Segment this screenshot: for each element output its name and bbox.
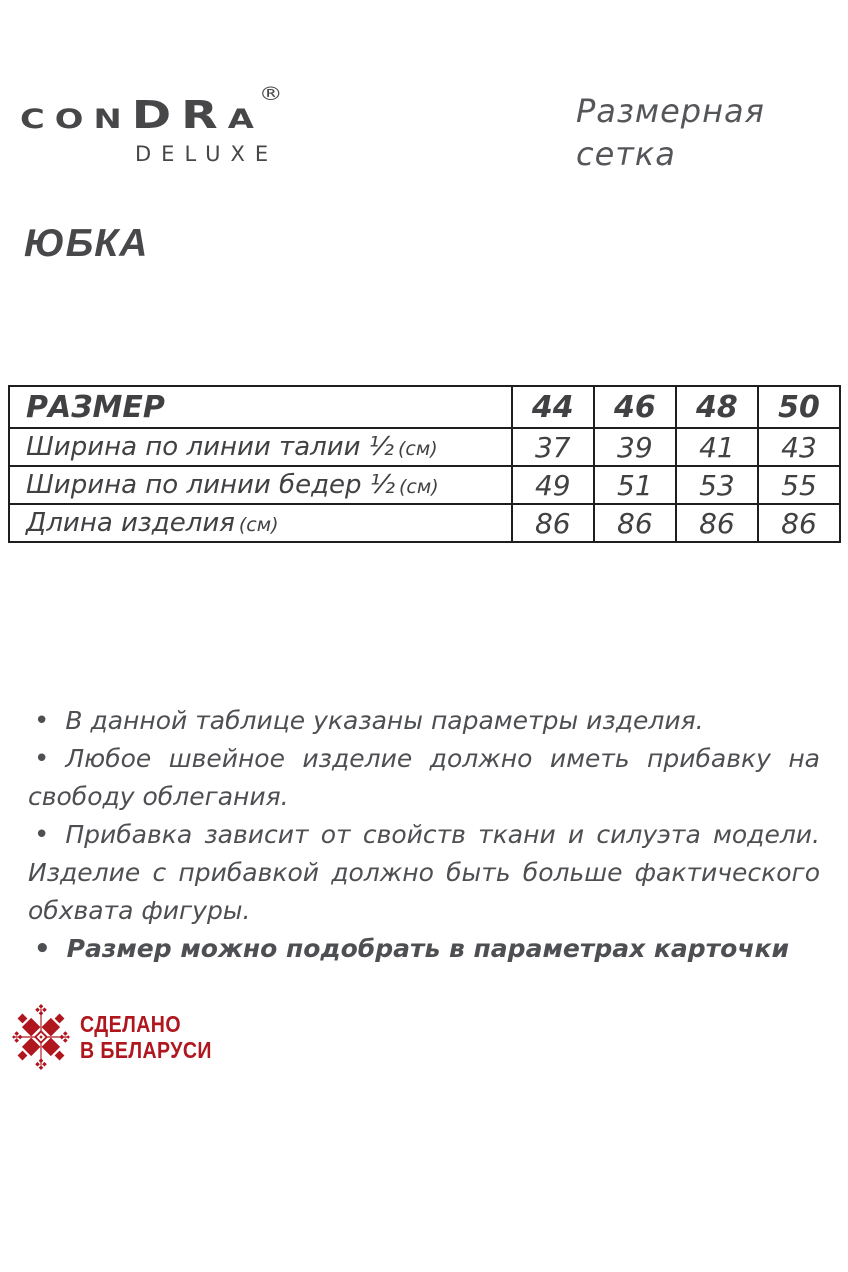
note-text: Любое швейное изделие должно иметь прибавку на свободу облегания.	[28, 744, 820, 811]
brand-name	[20, 83, 343, 137]
brand-name-text: conDRa	[20, 93, 264, 137]
brand-logo	[20, 83, 283, 166]
row-unit-label: (см)	[399, 476, 439, 498]
row-label-text: Длина изделия	[26, 508, 235, 538]
bullet-icon: •	[34, 706, 50, 736]
made-in-text	[80, 1011, 235, 1063]
bullet-icon: •	[34, 744, 50, 774]
document-title	[576, 90, 765, 176]
belarus-ornament-icon	[12, 1004, 70, 1070]
document-title-line1: Размерная	[576, 92, 765, 130]
note-text: Прибавка зависит от свойств ткани и силуэта модели. Изделие с прибавкой должно быть больше фактического обхвата фигуры.	[28, 820, 820, 925]
size-table	[8, 385, 841, 543]
bullet-icon: •	[34, 820, 50, 850]
value-cell: 43	[758, 428, 840, 466]
value-cell: 37	[512, 428, 594, 466]
registered-trademark-icon: ®	[258, 83, 283, 106]
note-item	[28, 816, 820, 930]
brand-subtitle: DELUXE	[135, 142, 279, 166]
note-text: В данной таблице указаны параметры изделия.	[65, 706, 704, 735]
row-unit-label: (см)	[238, 514, 279, 536]
size-column-header: 44	[512, 386, 594, 428]
note-item	[28, 702, 820, 740]
value-cell: 51	[594, 466, 676, 504]
bullet-icon: •	[34, 934, 51, 964]
size-column-header: 46	[594, 386, 676, 428]
value-cell: 55	[758, 466, 840, 504]
value-cell: 86	[758, 504, 840, 542]
table-row	[9, 428, 840, 466]
value-cell: 53	[676, 466, 758, 504]
row-label-cell	[9, 504, 512, 542]
note-text: Размер можно подобрать в параметрах карточки	[66, 934, 789, 963]
made-in-line1: СДЕЛАНО	[80, 1011, 181, 1037]
table-row	[9, 466, 840, 504]
size-table-header-row	[9, 386, 840, 428]
note-item	[28, 930, 820, 968]
row-label-cell	[9, 466, 512, 504]
document-title-line2: сетка	[576, 135, 676, 173]
row-label-text: Ширина по линии талии ½	[26, 432, 394, 462]
row-label-text: Ширина по линии бедер ½	[26, 470, 396, 500]
value-cell: 41	[676, 428, 758, 466]
table-row	[9, 504, 840, 542]
value-cell: 49	[512, 466, 594, 504]
made-in-belarus-badge	[12, 1004, 235, 1070]
size-table-header-label: РАЗМЕР	[9, 386, 512, 428]
value-cell: 86	[594, 504, 676, 542]
row-label-cell	[9, 428, 512, 466]
made-in-line2: В БЕЛАРУСИ	[80, 1037, 212, 1063]
size-table-head	[9, 386, 840, 428]
size-column-header: 48	[676, 386, 758, 428]
value-cell: 86	[676, 504, 758, 542]
value-cell: 86	[512, 504, 594, 542]
size-table-body	[9, 428, 840, 542]
product-title: ЮБКА	[24, 222, 149, 265]
value-cell: 39	[594, 428, 676, 466]
note-item	[28, 740, 820, 816]
notes-list	[28, 702, 820, 968]
size-column-header: 50	[758, 386, 840, 428]
row-unit-label: (см)	[398, 438, 438, 460]
